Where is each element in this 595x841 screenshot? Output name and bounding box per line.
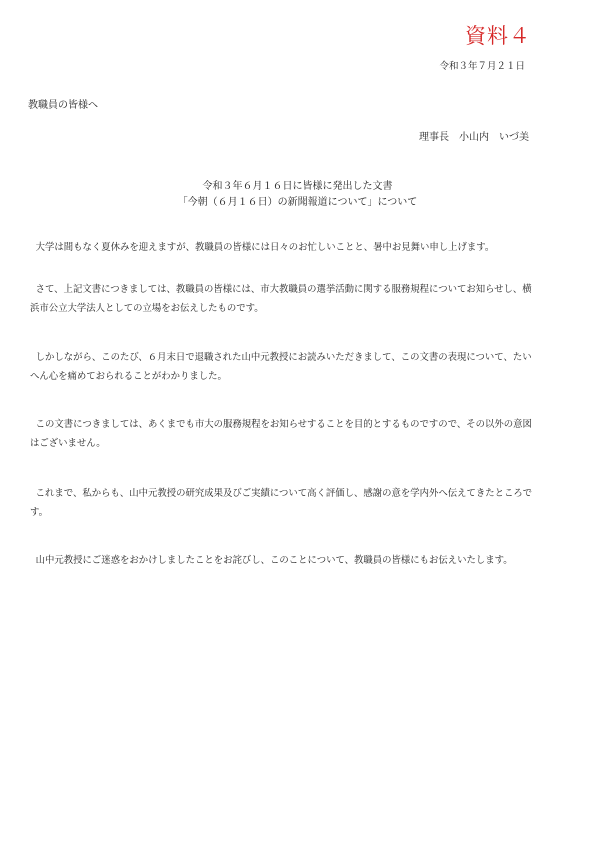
document-label: 資料４ — [465, 24, 531, 48]
paragraph-concern: しかしながら、このたび、６月末日で退職された山中元教授にお読みいただきまして、この文書の表現について、たいへん心を痛めておられることがわかりました。 — [30, 352, 532, 382]
paragraph-intent: この文書につきましては、あくまでも市大の服務規程をお知らせすることを目的とするものですので、その以外の意図はございません。 — [30, 419, 532, 449]
paragraph-purpose: さて、上記文書につきましては、教職員の皆様には、市大教職員の選挙活動に関する服務規程についてお知らせし、横浜市公立大学法人としての立場をお伝えしたものです。 — [30, 284, 532, 314]
paragraph-greeting: 大学は間もなく夏休みを迎えますが、教職員の皆様には日々のお忙しいことと、暑中お見舞い申し上げます。 — [35, 242, 495, 253]
subject-line-1: 令和３年６月１６日に皆様に発出した文書 — [202, 181, 393, 192]
sender: 理事長 小山内 いづ美 — [419, 132, 529, 143]
paragraph-apology: 山中元教授にご迷惑をおかけしましたことをお詫びし、このことについて、教職員の皆様にもお伝えいたします。 — [35, 555, 513, 566]
addressee: 教職員の皆様へ — [28, 100, 98, 111]
document-date: 令和３年７月２１日 — [439, 61, 525, 72]
subject-heading — [0, 179, 595, 211]
paragraph-appreciation: これまで、私からも、山中元教授の研究成果及びご実績について高く評価し、感謝の意を学内外へ伝えてきたところです。 — [30, 488, 533, 518]
subject-line-2: 「今朝（６月１６日）の新聞報道について」について — [177, 197, 418, 208]
